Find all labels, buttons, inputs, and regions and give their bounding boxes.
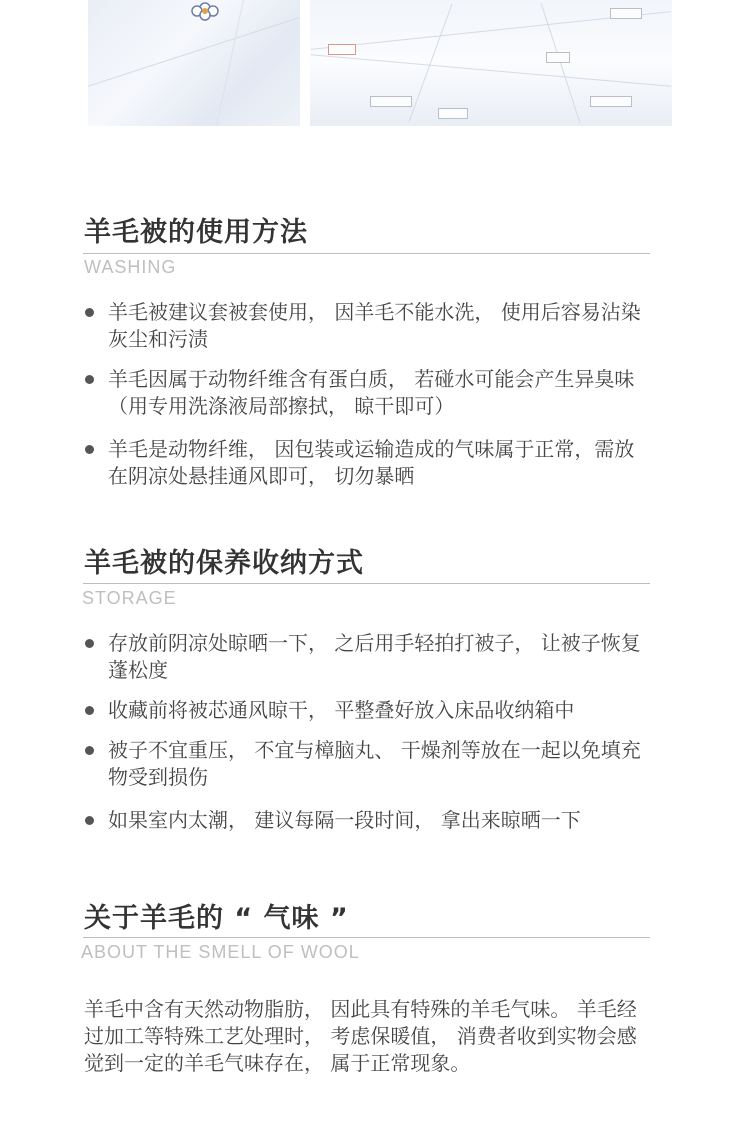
washing-subtitle: WASHING bbox=[84, 257, 177, 277]
bullet-icon bbox=[85, 706, 94, 715]
storage-divider bbox=[83, 583, 650, 584]
list-item-text: 收藏前将被芯通风晾干， 平整叠好放入床品收纳箱中 bbox=[108, 698, 575, 722]
quilt-closeup-photo bbox=[88, 0, 300, 126]
product-photos bbox=[0, 0, 750, 130]
list-item-text: 被子不宜重压， 不宜与樟脑丸、 干燥剂等放在一起以免填充物受到损伤 bbox=[108, 738, 641, 789]
list-item bbox=[84, 366, 654, 420]
list-item-text: 羊毛是动物纤维， 因包装或运输造成的气味属于正常，需放在阴凉处悬挂通风即可， 切勿暴晒 bbox=[108, 437, 635, 488]
list-item-text: 羊毛被建议套被套使用， 因羊毛不能水洗， 使用后容易沾染灰尘和污渍 bbox=[108, 300, 641, 351]
storage-subtitle: STORAGE bbox=[82, 588, 177, 608]
label-tag bbox=[370, 96, 412, 107]
storage-title: 羊毛被的保养收纳方式 bbox=[84, 548, 364, 579]
list-item bbox=[84, 807, 654, 834]
washing-list bbox=[84, 299, 654, 490]
list-item-text: 羊毛因属于动物纤维含有蛋白质， 若碰水可能会产生异臭味 （用专用洗涤液局部擦拭， 晾干即可） bbox=[108, 367, 635, 418]
label-tag bbox=[610, 8, 642, 19]
bullet-icon bbox=[85, 746, 94, 755]
smell-subtitle: ABOUT THE SMELL OF WOOL bbox=[81, 942, 360, 962]
bullet-icon bbox=[85, 816, 94, 825]
list-item-text: 存放前阴凉处晾晒一下， 之后用手轻拍打被子， 让被子恢复蓬松度 bbox=[108, 631, 641, 682]
label-tag bbox=[590, 96, 632, 107]
list-item bbox=[84, 697, 654, 724]
quilt-stitch-line bbox=[88, 10, 300, 91]
list-item bbox=[84, 436, 654, 490]
list-item bbox=[84, 737, 654, 791]
bullet-icon bbox=[85, 639, 94, 648]
washing-title: 羊毛被的使用方法 bbox=[84, 217, 308, 248]
list-item bbox=[84, 299, 654, 353]
washing-divider bbox=[83, 253, 650, 254]
bullet-icon bbox=[85, 445, 94, 454]
smell-divider bbox=[83, 937, 650, 938]
bullet-icon bbox=[85, 308, 94, 317]
list-item-text: 如果室内太潮， 建议每隔一段时间， 拿出来晾晒一下 bbox=[108, 808, 581, 832]
storage-list bbox=[84, 630, 654, 834]
quilt-stitch-line bbox=[311, 54, 672, 87]
quilt-stack-photo bbox=[310, 0, 672, 126]
bullet-icon bbox=[85, 375, 94, 384]
label-tag bbox=[546, 52, 570, 63]
smell-title: 关于羊毛的 “ 气味 ” bbox=[84, 903, 349, 934]
smell-paragraph: 羊毛中含有天然动物脂肪， 因此具有特殊的羊毛气味。 羊毛经过加工等特殊工艺处理时， 考虑保暖值， 消费者收到实物会感觉到一定的羊毛气味存在， 属于正常现象。 bbox=[84, 997, 637, 1075]
label-tag bbox=[438, 108, 468, 119]
flower-logo-icon bbox=[188, 0, 222, 22]
label-tag bbox=[328, 44, 356, 55]
list-item bbox=[84, 630, 654, 684]
